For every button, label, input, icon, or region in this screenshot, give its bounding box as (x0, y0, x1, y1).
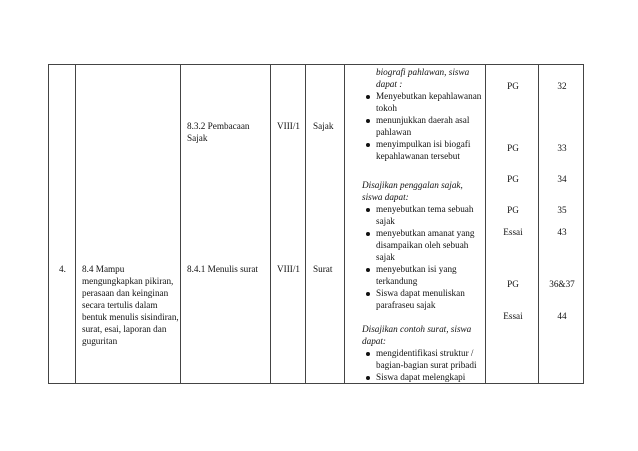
question-number: 43 (557, 227, 567, 237)
question-intro: Disajikan contoh surat, siswa (362, 324, 472, 334)
bullet-continuation: terkandung (376, 276, 418, 286)
question-number: 35 (557, 205, 567, 215)
bullet-continuation: bagian-bagian surat pribadi (376, 360, 477, 370)
bullet-item: menyimpulkan isi biogafi (376, 139, 471, 149)
column-border (48, 64, 49, 384)
table-bottom-border (48, 383, 584, 384)
column-border (305, 64, 306, 384)
column-border (485, 64, 486, 384)
column-border (75, 64, 76, 384)
question-number: 36&37 (549, 279, 575, 289)
competency-line: mengungkapkan pikiran, (82, 276, 174, 286)
bullet-continuation: sajak (376, 216, 395, 226)
indicator-line: 8.3.2 Pembacaan (187, 121, 250, 131)
competency-line: bentuk menulis sisindiran, (82, 312, 179, 322)
bullet-item: menyebutkan amanat yang (376, 228, 475, 238)
question-number: 33 (557, 143, 567, 153)
question-form: PG (507, 279, 519, 289)
bullet-item: menyebutkan tema sebuah (376, 204, 474, 214)
question-intro: Disajikan penggalan sajak, (362, 180, 463, 190)
question-number: 34 (557, 174, 567, 184)
bullet-continuation: sajak (376, 252, 395, 262)
indicator-line: Sajak (187, 133, 208, 143)
competency-line: secara tertulis dalam (82, 300, 158, 310)
column-border (180, 64, 181, 384)
table-top-border (48, 64, 584, 65)
question-number: 44 (557, 311, 567, 321)
question-form: PG (507, 143, 519, 153)
question-intro: dapat: (362, 336, 386, 346)
class-value: VIII/1 (277, 264, 300, 274)
bullet-continuation: pahlawan (376, 127, 412, 137)
column-border (583, 64, 584, 384)
bullet-item: Siswa dapat melengkapi (376, 372, 466, 382)
assessment-table (48, 64, 584, 384)
row-number: 4. (59, 264, 66, 274)
material-value: Sajak (313, 121, 334, 131)
question-form: Essai (503, 311, 523, 321)
bullet-item: mengidentifikasi struktur / (376, 348, 474, 358)
bullet-continuation: disampaikan oleh sebuah (376, 240, 469, 250)
competency-line: perasaan dan keinginan (82, 288, 169, 298)
question-form: PG (507, 174, 519, 184)
indicator-line: 8.4.1 Menulis surat (187, 264, 258, 274)
bullet-item: menunjukkan daerah asal (376, 115, 470, 125)
bullet-item: menyebutkan isi yang (376, 264, 457, 274)
question-intro: biografi pahlawan, siswa (376, 67, 470, 77)
question-form: PG (507, 205, 519, 215)
column-border (344, 64, 345, 384)
competency-line: guguritan (82, 336, 118, 346)
competency-line: surat, esai, laporan dan (82, 324, 167, 334)
question-intro: dapat : (376, 79, 403, 89)
column-border (270, 64, 271, 384)
material-value: Surat (313, 264, 333, 274)
question-number: 32 (557, 81, 567, 91)
bullet-continuation: kepahlawanan tersebut (376, 151, 460, 161)
class-value: VIII/1 (277, 121, 300, 131)
bullet-item: Menyebutkan kepahlawanan (376, 91, 482, 101)
bullet-item: Siswa dapat menuliskan (376, 288, 465, 298)
bullet-continuation: tokoh (376, 103, 397, 113)
bullet-continuation: parafraseu sajak (376, 300, 436, 310)
question-form: PG (507, 81, 519, 91)
competency-line: 8.4 Mampu (82, 264, 125, 274)
question-form: Essai (503, 227, 523, 237)
question-intro: siswa dapat: (362, 192, 409, 202)
column-border (538, 64, 539, 384)
